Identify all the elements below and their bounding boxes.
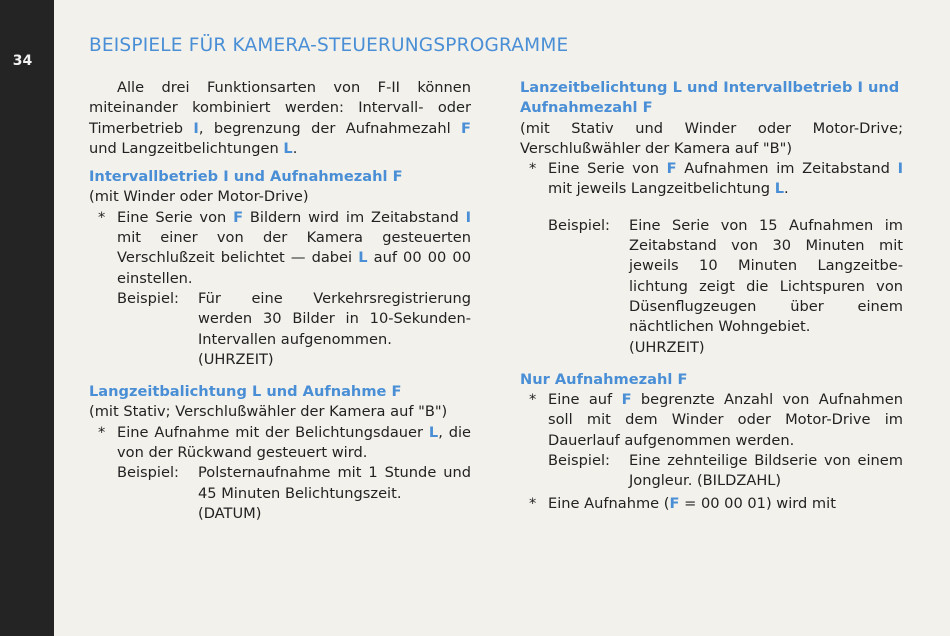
bullet-item: * Eine Aufnahme mit der Belichtungsdauer L, die von der Rückwand gesteuert wird. Beispiel: Polsternaufnahme mit 1 Stunde und 45 Minuten Belichtungszeit. (DATUM): [89, 423, 471, 524]
example-text: Für eine Verkehrsregistrierung werden 30 Bilder in 10-Sekunden-Intervallen aufgenommen.: [198, 289, 471, 348]
bullet-item: * Eine Aufnahme (F = 00 00 01) wird mit: [529, 494, 836, 512]
example-text: Polsternaufnahme mit 1 Stunde und 45 Minuten Belichtungszeit.: [198, 464, 471, 502]
intro-paragraph: Alle drei Funktionsarten von F-II können miteinander kombiniert werden: Intervall- oder Timerbetrieb I, begrenzung der Aufnahmezahl F und Langzeitbelichtungen L.: [89, 79, 471, 157]
example-label: Beispiel:: [548, 452, 610, 470]
example-label: Beispiel:: [117, 464, 179, 482]
section-paren: (mit Stativ und Winder oder Motor-Drive; Verschlußwähler der Kamera auf "B"): [520, 119, 903, 157]
example-block: [548, 216, 903, 358]
example-block: [117, 289, 471, 370]
bullet-item: * Eine Serie von F Bildern wird im Zeitabstand I mit einer von der Kamera gesteuerten Verschlußzeit belichtet — dabei L auf 00 00 00 einstellen. Beispiel: Für eine Verkehrsregistrierung werden 30 Bilder in 10-Sekunden-Intervallen aufgenommen. (UHRZEIT): [89, 208, 471, 370]
example-block: [548, 451, 903, 492]
right-column: [520, 78, 903, 514]
example-label: Beispiel:: [117, 289, 179, 307]
example-block: [117, 463, 471, 524]
section-paren: (mit Stativ; Verschlußwähler der Kamera auf "B"): [89, 403, 448, 421]
example-mode: (DATUM): [198, 504, 262, 522]
section-heading-kombiniert: Lanzeitbelichtung L und Intervallbetrieb I und Aufnahmezahl F: [520, 79, 900, 117]
section-heading-aufnahmezahl: Nur Aufnahmezahl F: [520, 370, 688, 388]
example-text: Eine Serie von 15 Aufnahmen im Zeitabstand von 30 Minuten mit jeweils 10 Minuten Langzeitbelichtung zeigt die Lichtspuren von Düsenflugzeugen über einem nächtlichen Wohngebiet.: [629, 216, 903, 336]
section-heading-langzeit: Langzeitbalichtung L und Aufnahme F: [89, 383, 402, 401]
page-sidebar: [0, 0, 54, 636]
example-label: Beispiel:: [548, 216, 610, 234]
bullet-item: * Eine Serie von F Aufnahmen im Zeitabstand I mit jeweils Langzeitbelichtung L. Beispiel: Eine Serie von 15 Aufnahmen im Zeitabstand von 30 Minuten mit jeweils 10 Minuten Langzeitbelichtung zeigt die Lichtspuren von Düsenflugzeugen über einem nächtlichen Wohngebiet. (UHRZEIT): [520, 159, 903, 358]
example-mode: (UHRZEIT): [629, 338, 705, 356]
section-paren: (mit Winder oder Motor-Drive): [89, 188, 309, 206]
bullet-item: * Eine auf F begrenzte Anzahl von Aufnahmen soll mit dem Winder oder Motor-Drive im Dauerlauf aufgenommen werden. Beispiel: Eine zehnteilige Bildserie von einem Jongleur. (BILDZAHL): [520, 390, 903, 491]
example-text: Eine zehnteilige Bildserie von einem Jongleur. (BILDZAHL): [629, 452, 903, 490]
section-heading-intervall: Intervallbetrieb I und Aufnahmezahl F: [89, 168, 403, 186]
page-title: BEISPIELE FÜR KAMERA-STEUERUNGSPROGRAMME: [89, 35, 569, 56]
left-column: [89, 78, 471, 524]
page-number: 34: [12, 53, 33, 69]
example-mode: (UHRZEIT): [198, 350, 274, 368]
